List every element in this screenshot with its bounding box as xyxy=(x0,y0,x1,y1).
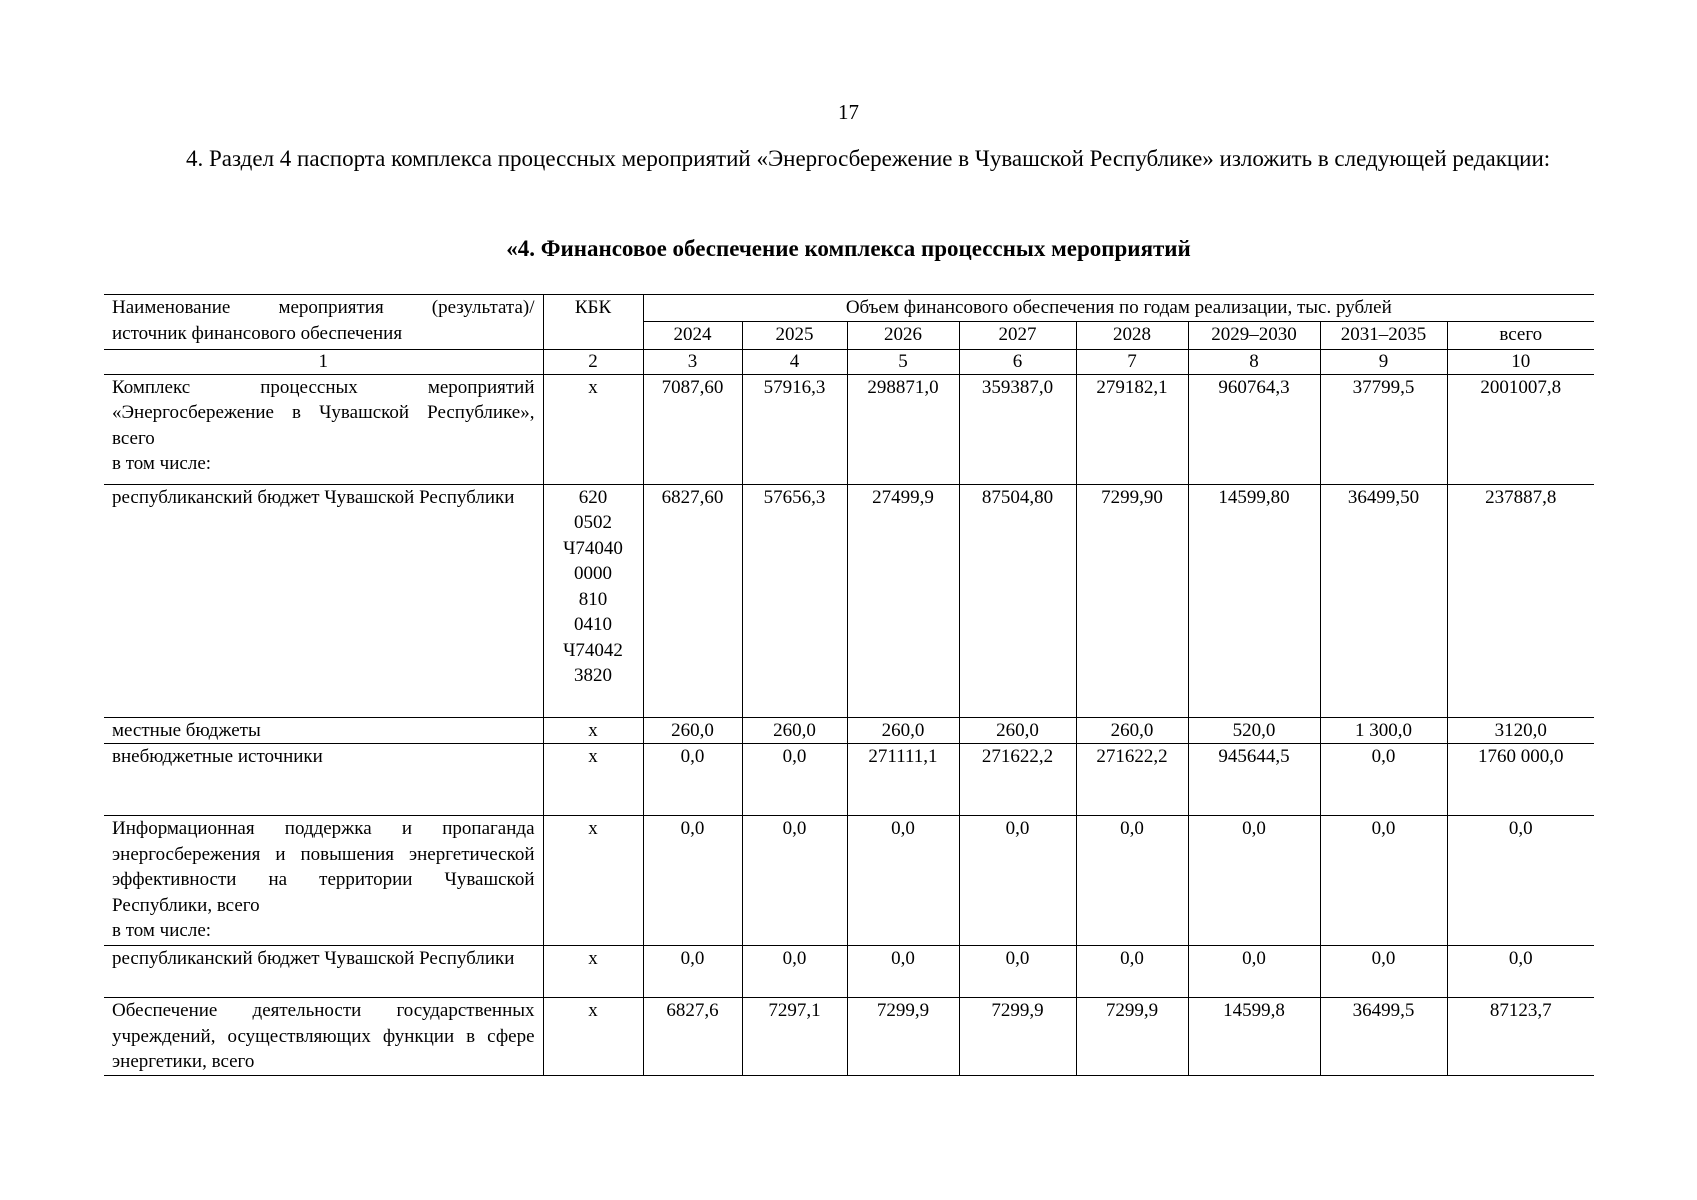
table-row xyxy=(104,717,1594,744)
header-row xyxy=(104,295,1594,322)
row-value: 6827,60 xyxy=(643,484,742,717)
column-number: 10 xyxy=(1447,349,1594,374)
row-value: 0,0 xyxy=(1320,816,1447,946)
column-number: 2 xyxy=(543,349,643,374)
row-value: 271622,2 xyxy=(1076,744,1188,816)
row-name-cell xyxy=(104,816,543,946)
row-name-cell xyxy=(104,744,543,816)
row-value: 87504,80 xyxy=(959,484,1076,717)
row-name-cell xyxy=(104,484,543,717)
header-name-cell xyxy=(104,295,543,350)
table-row xyxy=(104,816,1594,946)
table-row xyxy=(104,484,1594,717)
row-value: 260,0 xyxy=(643,717,742,744)
row-value: 0,0 xyxy=(643,816,742,946)
row-kbk: x xyxy=(543,946,643,998)
header-kbk: КБК xyxy=(543,295,643,350)
row-value: 7297,1 xyxy=(742,998,847,1076)
row-value: 27499,9 xyxy=(847,484,959,717)
row-name-cell xyxy=(104,946,543,998)
kbk-code-line: Ч74042 xyxy=(563,639,623,661)
row-value: 36499,5 xyxy=(1320,998,1447,1076)
row-value: 36499,50 xyxy=(1320,484,1447,717)
row-value: 0,0 xyxy=(643,744,742,816)
row-value: 7299,9 xyxy=(1076,998,1188,1076)
intro-paragraph xyxy=(114,143,1594,175)
row-name: Информационная поддержка и пропаганда энергосбережения и повышения энергетической эффективности на территории Чувашской Республики, всего xyxy=(112,818,535,916)
row-value: 3120,0 xyxy=(1447,717,1594,744)
row-value: 37799,5 xyxy=(1320,374,1447,484)
financing-table xyxy=(104,294,1594,1076)
row-value: 6827,6 xyxy=(643,998,742,1076)
row-value: 0,0 xyxy=(959,946,1076,998)
page-number: 17 xyxy=(838,100,859,124)
row-value: 0,0 xyxy=(742,946,847,998)
kbk-code-line: Ч74040 xyxy=(563,537,623,559)
row-value: 57916,3 xyxy=(742,374,847,484)
row-value: 0,0 xyxy=(1320,946,1447,998)
column-number: 1 xyxy=(104,349,543,374)
row-name-cell xyxy=(104,374,543,484)
row-value: 945644,5 xyxy=(1188,744,1320,816)
column-number: 3 xyxy=(643,349,742,374)
row-name: республиканский бюджет Чувашской Республики xyxy=(112,948,515,969)
column-number: 4 xyxy=(742,349,847,374)
table-row xyxy=(104,374,1594,484)
row-value: 0,0 xyxy=(847,946,959,998)
row-value: 7087,60 xyxy=(643,374,742,484)
row-value: 2001007,8 xyxy=(1447,374,1594,484)
header-year: 2031–2035 xyxy=(1320,321,1447,349)
header-year: 2028 xyxy=(1076,321,1188,349)
row-value: 260,0 xyxy=(959,717,1076,744)
row-value: 0,0 xyxy=(643,946,742,998)
row-value: 87123,7 xyxy=(1447,998,1594,1076)
header-volume: Объем финансового обеспечения по годам реализации, тыс. рублей xyxy=(643,295,1594,322)
kbk-code-line: 620 xyxy=(578,486,608,508)
row-value: 7299,9 xyxy=(847,998,959,1076)
row-value: 0,0 xyxy=(959,816,1076,946)
header-name-line2: источник финансового обеспечения xyxy=(112,322,403,344)
row-value: 7299,90 xyxy=(1076,484,1188,717)
row-name: республиканский бюджет Чувашской Республики xyxy=(112,486,515,508)
column-number: 7 xyxy=(1076,349,1188,374)
row-value: 960764,3 xyxy=(1188,374,1320,484)
row-name: внебюджетные источники xyxy=(112,746,323,767)
row-value: 0,0 xyxy=(1447,946,1594,998)
row-value: 260,0 xyxy=(1076,717,1188,744)
row-name-cell xyxy=(104,998,543,1076)
row-value: 1 300,0 xyxy=(1320,717,1447,744)
column-number: 9 xyxy=(1320,349,1447,374)
row-value: 271111,1 xyxy=(847,744,959,816)
row-value: 0,0 xyxy=(742,744,847,816)
header-year: 2026 xyxy=(847,321,959,349)
row-value: 0,0 xyxy=(742,816,847,946)
row-value: 298871,0 xyxy=(847,374,959,484)
row-value: 7299,9 xyxy=(959,998,1076,1076)
row-value: 0,0 xyxy=(1447,816,1594,946)
kbk-code-line: 3820 xyxy=(574,665,612,686)
row-value: 0,0 xyxy=(1076,946,1188,998)
row-value: 279182,1 xyxy=(1076,374,1188,484)
column-number: 5 xyxy=(847,349,959,374)
row-kbk: x xyxy=(543,998,643,1076)
row-value: 0,0 xyxy=(1188,946,1320,998)
table-row xyxy=(104,946,1594,998)
header-total: всего xyxy=(1447,321,1594,349)
row-value: 260,0 xyxy=(847,717,959,744)
row-kbk: x xyxy=(543,374,643,484)
row-value: 0,0 xyxy=(1188,816,1320,946)
kbk-code-line: 810 xyxy=(578,588,608,610)
kbk-code-line: 0410 xyxy=(574,614,612,635)
table-row xyxy=(104,998,1594,1076)
row-value: 57656,3 xyxy=(742,484,847,717)
row-name: местные бюджеты xyxy=(112,719,261,741)
row-value: 271622,2 xyxy=(959,744,1076,816)
kbk-code-line: 0000 xyxy=(574,563,612,584)
header-year: 2025 xyxy=(742,321,847,349)
row-name-cell xyxy=(104,717,543,744)
row-value: 359387,0 xyxy=(959,374,1076,484)
row-value: 14599,80 xyxy=(1188,484,1320,717)
row-kbk: x xyxy=(543,717,643,744)
kbk-code-line: 0502 xyxy=(574,512,612,533)
row-name-suffix: в том числе: xyxy=(112,920,212,941)
row-value: 260,0 xyxy=(742,717,847,744)
column-number-row xyxy=(104,349,1594,374)
section-title: «4. Финансовое обеспечение комплекса процессных мероприятий xyxy=(506,236,1191,261)
header-name-line1: Наименование мероприятия (результата)/ xyxy=(112,297,535,318)
row-value: 1760 000,0 xyxy=(1447,744,1594,816)
row-kbk: x xyxy=(543,744,643,816)
row-value: 14599,8 xyxy=(1188,998,1320,1076)
row-kbk xyxy=(543,484,643,717)
intro-text: 4. Раздел 4 паспорта комплекса процессных мероприятий «Энергосбережение в Чувашской Республике» изложить в следующей редакции: xyxy=(186,146,1551,171)
row-value: 237887,8 xyxy=(1447,484,1594,717)
header-year: 2029–2030 xyxy=(1188,321,1320,349)
column-number: 8 xyxy=(1188,349,1320,374)
row-name: Обеспечение деятельности государственных учреждений, осуществляющих функции в сфере энергетики, всего xyxy=(112,1000,535,1072)
table-row xyxy=(104,744,1594,816)
row-value: 0,0 xyxy=(847,816,959,946)
row-value: 520,0 xyxy=(1188,717,1320,744)
header-year: 2024 xyxy=(643,321,742,349)
row-value: 0,0 xyxy=(1076,816,1188,946)
column-number: 6 xyxy=(959,349,1076,374)
row-kbk: x xyxy=(543,816,643,946)
header-year: 2027 xyxy=(959,321,1076,349)
row-name-suffix: в том числе: xyxy=(112,453,212,474)
row-name: Комплекс процессных мероприятий «Энергосбережение в Чувашской Республике», всего xyxy=(112,376,535,449)
row-value: 0,0 xyxy=(1320,744,1447,816)
